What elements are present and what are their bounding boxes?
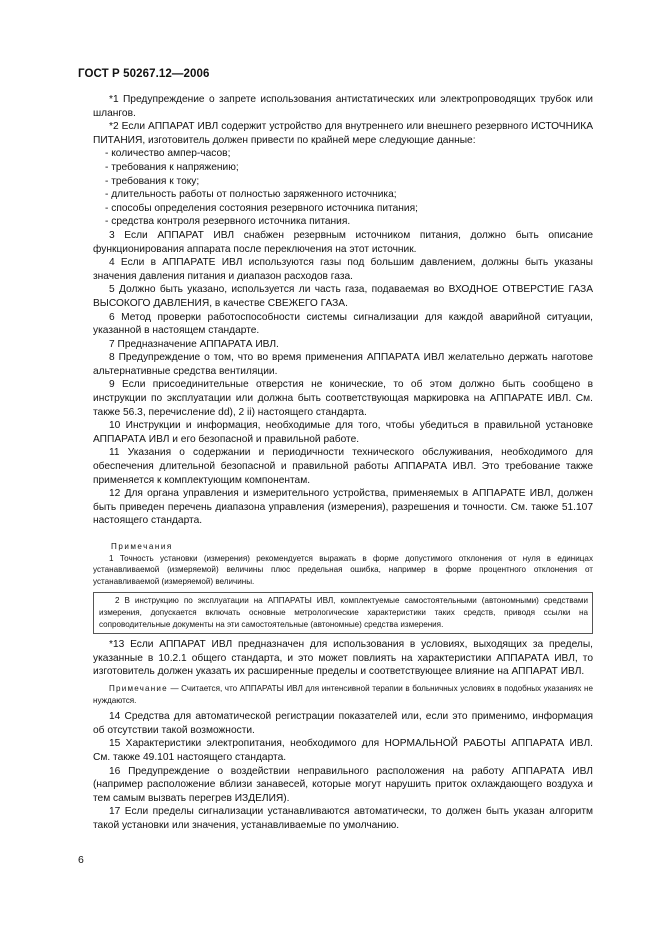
paragraph-9: 9 Если присоединительные отверстия не конические, то об этом должно быть сообщено в инструкции по эксплуатации или должна быть соответствующая маркировка на АППАРАТЕ ИВЛ. См. также 56.3, перечисление dd), 2 ii) настоящего стандарта. [93, 379, 593, 418]
paragraph-11: 11 Указания о содержании и периодичности технического обслуживания, необходимого для обеспечения длительной безопасной и правильной работы АППАРАТА ИВЛ. Это требование также применяется к комплектующим компонентам. [93, 447, 593, 486]
page-body [93, 93, 593, 832]
paragraph-6: 6 Метод проверки работоспособности системы сигнализации для каждой аварийной ситуации, указанной в настоящем стандарте. [93, 311, 593, 337]
note-1: 1 Точность установки (измерения) рекомендуется выражать в форме допустимого отклонения от нуля в единицах устанавливаемой (измеряемой) величины плюс предельная ошибка, например в форме процентного отклонения от устанавливаемой (измеряемой) величины. [93, 553, 593, 586]
boxed-note [93, 592, 593, 634]
note-2: 2 В инструкцию по эксплуатации на АППАРАТЫ ИВЛ, комплектуемые самостоятельными (автономными) средствами измерения, допускается включать основные метрологические характеристики таких средств, приводя ссылки на сопроводительные документы на эти самостоятельные (автономные) средства измерения. [99, 596, 588, 629]
paragraph-15: 15 Характеристики электропитания, необходимого для НОРМАЛЬНОЙ РАБОТЫ АППАРАТА ИВЛ. См. также 49.101 настоящего стандарта. [93, 738, 593, 763]
page-number: 6 [78, 854, 84, 866]
paragraph-10: 10 Инструкции и информация, необходимые для того, чтобы убедиться в правильной установке АППАРАТА ИВЛ и его безопасной и правильной работе. [93, 420, 593, 445]
paragraph-8: 8 Предупреждение о том, что во время применения АППАРАТА ИВЛ желательно держать наготове альтернативные средства вентиляции. [93, 352, 593, 377]
list-item: - количество ампер-часов; [105, 148, 231, 160]
list-item: - средства контроля резервного источника питания. [105, 216, 351, 228]
list-item: - требования к току; [105, 175, 200, 187]
paragraph-14: 14 Средства для автоматической регистрации показателей или, если это применимо, информация об отсутствии такой возможности. [93, 711, 593, 736]
paragraph-13: *13 Если АППАРАТ ИВЛ предназначен для использования в условиях, выходящих за пределы, указанные в 10.2.1 общего стандарта, и это может повлиять на характеристики АППАРАТА ИВЛ, то изготовитель должен указать их расширенные пределы и соответствующее влияние на АППАРАТ ИВЛ. [93, 639, 593, 678]
note-13-text: — Считается, что АППАРАТЫ ИВЛ для интенсивной терапии в больничных условиях в подобных указаниях не нуждаются. [93, 683, 594, 705]
list-item: - требования к напряжению; [105, 161, 239, 173]
paragraph-12: 12 Для органа управления и измерительного устройства, применяемых в АППАРАТЕ ИВЛ, должен быть приведен перечень диапазона управления (измерения), разрешения и точности. См. также 51.107 настоящего стандарта. [93, 488, 593, 527]
paragraph-5: 5 Должно быть указано, используется ли часть газа, подаваемая во ВХОДНОЕ ОТВЕРСТИЕ ГАЗА ВЫСОКОГО ДАВЛЕНИЯ, в качестве СВЕЖЕГО ГАЗА. [93, 284, 593, 309]
note-13 [93, 683, 593, 706]
list-item: - длительность работы от полностью заряженного источника; [105, 189, 397, 201]
note-13-label: Примечание [109, 683, 168, 693]
paragraph-2: *2 Если АППАРАТ ИВЛ содержит устройство для внутреннего или внешнего резервного ИСТОЧНИКА ПИТАНИЯ, изготовитель должен привести по крайней мере следующие данные: [93, 121, 593, 146]
paragraph-17: 17 Если пределы сигнализации устанавливаются автоматически, то должен быть указан алгоритм такой установки или значения, устанавливаемые по умолчанию. [93, 806, 593, 831]
list-item: - способы определения состояния резервного источника питания; [105, 202, 418, 214]
paragraph-3: 3 Если АППАРАТ ИВЛ снабжен резервным источником питания, должно быть описание функционирования аппарата после переключения на этот источник. [93, 229, 593, 255]
paragraph-7: 7 Предназначение АППАРАТА ИВЛ. [109, 338, 279, 350]
paragraph-16: 16 Предупреждение о воздействии неправильного расположения на работу АППАРАТА ИВЛ (например расположение вблизи занавесей, которые могут нарушить приток охлаждающего воздуха и тем самым вызвать перегрев ИЗДЕЛИЯ). [93, 765, 593, 804]
document-header: ГОСТ Р 50267.12—2006 [78, 68, 210, 80]
notes-heading: Примечания [111, 542, 173, 551]
paragraph-4: 4 Если в АППАРАТЕ ИВЛ используются газы под большим давлением, должны быть указаны значения давления питания и диапазон расходов газа. [93, 257, 593, 282]
paragraph-1: *1 Предупреждение о запрете использования антистатических или электропроводящих трубок или шлангов. [93, 94, 593, 119]
